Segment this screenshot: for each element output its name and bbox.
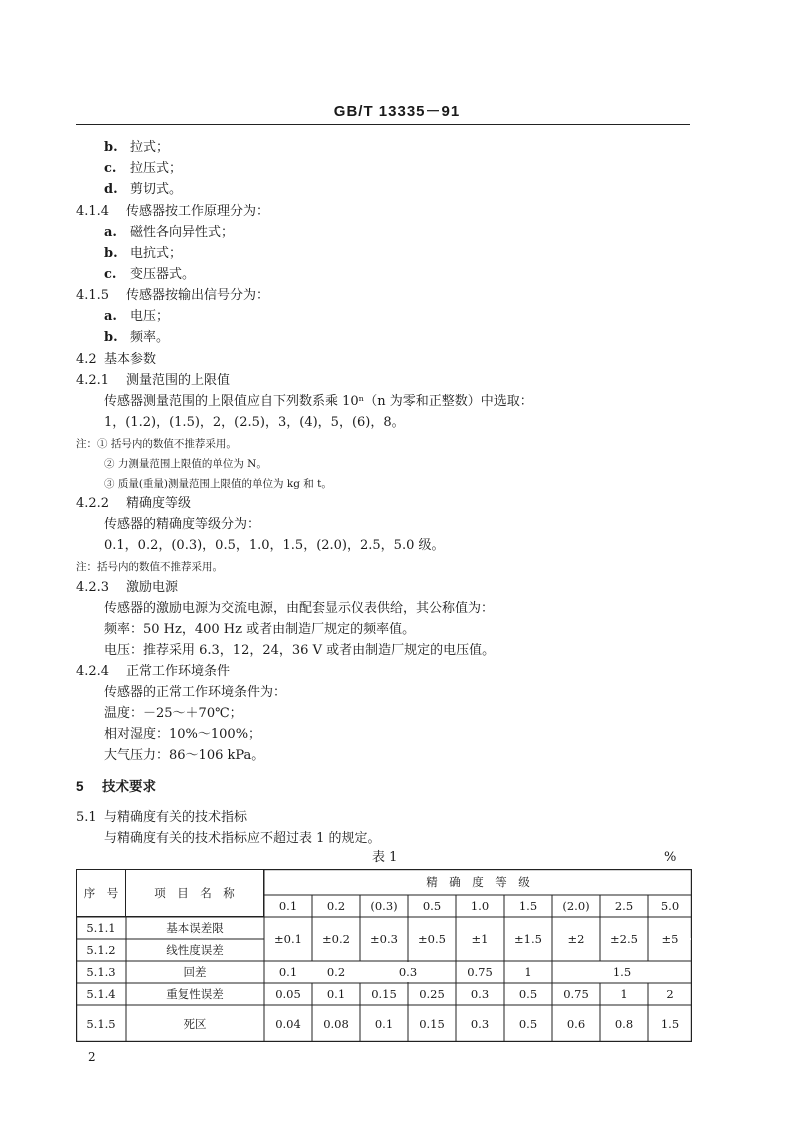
dead-zone-value: 0.6	[566, 1016, 586, 1031]
paragraph: 0.1，0.2，(0.3)，0.5，1.0，1.5，(2.0)，2.5，5.0 级。	[104, 538, 445, 553]
clause-4-2: 4.2 基本参数	[76, 352, 157, 367]
paragraph: 与精确度有关的技术指标应不超过表 1 的规定。	[104, 831, 381, 846]
dead-zone-value: 0.5	[518, 1016, 538, 1031]
clause-4-2-3: 4.2.3 激励电源	[76, 580, 179, 595]
dead-zone-value: 0.04	[275, 1016, 301, 1031]
clause-4-1-4: 4.1.4 传感器按工作原理分为：	[76, 204, 270, 219]
grade-header: (0.3)	[370, 899, 398, 913]
error-limit-value: ±1.5	[514, 932, 542, 946]
error-limit-value: ±0.2	[322, 932, 350, 946]
list-item: a. 磁性各向异性式；	[104, 225, 235, 240]
clause-5-1: 5.1 与精确度有关的技术指标	[76, 810, 248, 825]
error-limit-value: ±5	[661, 932, 679, 946]
paragraph: 大气压力：86～106 kPa。	[104, 748, 265, 763]
repeatability-value: 0.5	[518, 987, 538, 1001]
header-item: 项 目 名 称	[126, 869, 264, 917]
list-item: b. 频率。	[104, 330, 170, 345]
error-limit-value: ±0.5	[418, 932, 446, 946]
row-name: 回差	[183, 965, 207, 979]
repeatability-value: 0.15	[371, 987, 397, 1001]
clause-4-1-5: 4.1.5 传感器按输出信号分为：	[76, 288, 270, 303]
paragraph: 传感器的激励电源为交流电源，由配套显示仪表供给，其公称值为：	[104, 601, 495, 616]
hysteresis-value: 0.2	[326, 965, 346, 979]
repeatability-value: 2	[666, 987, 674, 1001]
row-seq: 5.1.2	[86, 943, 116, 957]
error-limit-value: ±1	[471, 932, 489, 946]
error-limit-value: ±0.1	[274, 932, 302, 946]
list-item: a. 电压；	[104, 309, 170, 324]
row-seq: 5.1.5	[86, 1016, 116, 1031]
dead-zone-value: 0.8	[614, 1016, 634, 1031]
note: ③ 质量(重量)测量范围上限值的单位为 kg 和 t。	[104, 478, 332, 490]
repeatability-value: 0.3	[470, 987, 490, 1001]
section-5-heading: 5 技术要求	[76, 779, 156, 794]
dead-zone-value: 0.08	[323, 1016, 349, 1031]
paragraph: 传感器的正常工作环境条件为：	[104, 685, 287, 700]
grade-header: 0.5	[422, 899, 442, 913]
grade-header: 1.0	[470, 899, 490, 913]
row-name: 线性度误差	[166, 943, 224, 957]
repeatability-value: 0.25	[419, 987, 445, 1001]
row-name: 重复性误差	[166, 987, 224, 1001]
hysteresis-value: 0.3	[398, 965, 418, 979]
repeatability-value: 0.1	[326, 987, 346, 1001]
paragraph: 温度：－25～＋70℃；	[104, 706, 243, 721]
hysteresis-value: 1	[524, 965, 532, 979]
list-item: c. 拉压式；	[104, 161, 183, 176]
paragraph: 频率：50 Hz，400 Hz 或者由制造厂规定的频率值。	[104, 622, 416, 637]
table-caption: 表 1	[372, 850, 398, 865]
note: ② 力测量范围上限值的单位为 N。	[104, 458, 267, 470]
standard-number-header: GB/T 13335－91	[333, 103, 461, 120]
dead-zone-value: 1.5	[660, 1016, 680, 1031]
dead-zone-value: 0.15	[419, 1016, 445, 1031]
row-seq: 5.1.3	[86, 965, 116, 979]
repeatability-value: 1	[620, 987, 628, 1001]
paragraph: 1，(1.2)，(1.5)，2，(2.5)，3，(4)，5，(6)，8。	[104, 415, 405, 430]
header-accuracy: 精 确 度 等 级	[426, 875, 530, 889]
grade-header: (2.0)	[562, 899, 590, 913]
table-unit: %	[664, 850, 677, 865]
hysteresis-value: 0.75	[467, 965, 493, 979]
row-seq: 5.1.4	[86, 987, 116, 1001]
dead-zone-value: 0.1	[374, 1016, 394, 1031]
grade-header: 5.0	[660, 899, 680, 913]
row-seq: 5.1.1	[86, 921, 116, 935]
row-name: 死区	[183, 1016, 207, 1031]
hysteresis-value: 1.5	[612, 965, 632, 979]
grade-header: 2.5	[614, 899, 634, 913]
error-limit-value: ±2.5	[610, 932, 638, 946]
grade-header: 1.5	[518, 899, 538, 913]
clause-4-2-4: 4.2.4 正常工作环境条件	[76, 664, 231, 679]
paragraph: 传感器测量范围的上限值应自下列数系乘 10ⁿ（n 为零和正整数）中选取：	[104, 394, 533, 409]
grade-header: 0.1	[278, 899, 298, 913]
page-number: 2	[88, 1050, 96, 1064]
list-item: c. 变压器式。	[104, 267, 196, 282]
paragraph: 传感器的精确度等级分为：	[104, 517, 261, 532]
error-limit-value: ±0.3	[370, 932, 398, 946]
grade-header: 0.2	[326, 899, 346, 913]
hysteresis-value: 0.1	[278, 965, 298, 979]
clause-4-2-1: 4.2.1 测量范围的上限值	[76, 373, 231, 388]
note: 注：① 括号内的数值不推荐采用。	[76, 438, 237, 450]
note: 注：括号内的数值不推荐采用。	[76, 561, 223, 573]
paragraph: 相对湿度：10%～100%；	[104, 727, 262, 742]
dead-zone-value: 0.3	[470, 1016, 490, 1031]
accuracy-table	[76, 869, 692, 1042]
row-name: 基本误差限	[166, 921, 224, 935]
paragraph: 电压：推荐采用 6.3，12，24，36 V 或者由制造厂规定的电压值。	[104, 643, 496, 658]
clause-4-2-2: 4.2.2 精确度等级	[76, 496, 192, 511]
list-item: d. 剪切式。	[104, 182, 183, 197]
repeatability-value: 0.75	[563, 987, 589, 1001]
repeatability-value: 0.05	[275, 987, 301, 1001]
header-seq: 序 号	[76, 869, 126, 917]
error-limit-value: ±2	[567, 932, 585, 946]
list-item: b. 拉式；	[104, 140, 170, 155]
header-rule	[76, 124, 690, 125]
list-item: b. 电抗式；	[104, 246, 183, 261]
